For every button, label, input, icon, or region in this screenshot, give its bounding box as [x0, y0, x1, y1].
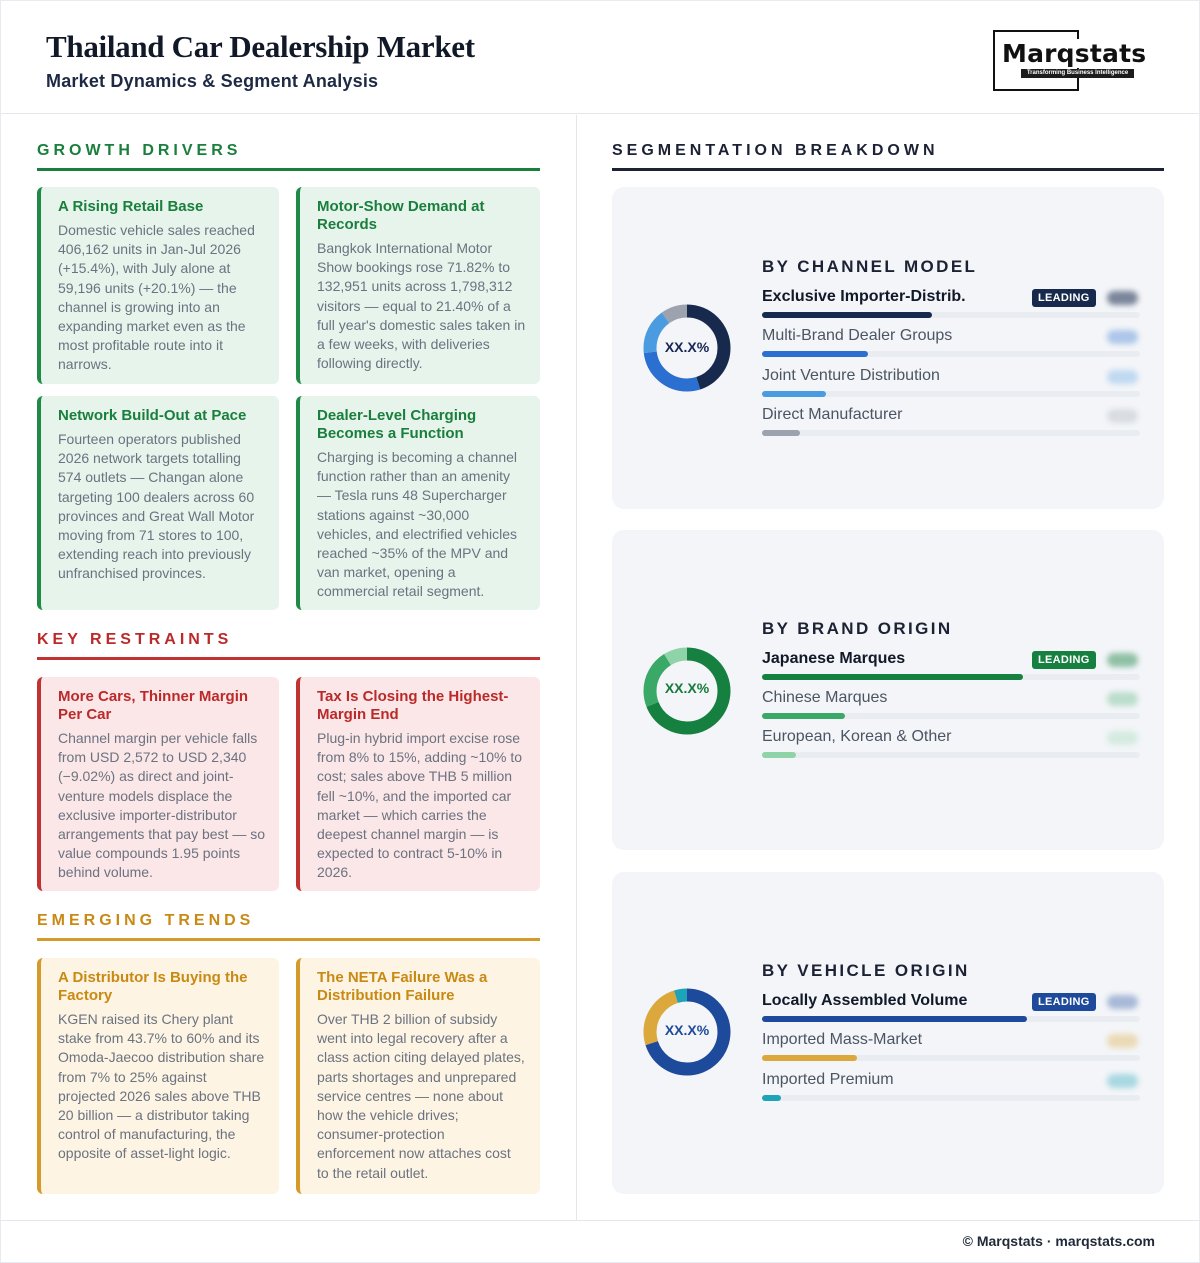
blurred-value — [1107, 1074, 1138, 1088]
segment-name: Joint Venture Distribution — [762, 367, 940, 384]
segmentation-heading: SEGMENTATION BREAKDOWN — [612, 142, 939, 159]
segment-row — [762, 327, 1140, 367]
segment-row — [762, 689, 1140, 729]
leading-badge: LEADING — [1032, 651, 1096, 669]
segment-bar-track — [762, 391, 1140, 397]
blurred-value — [1107, 653, 1138, 667]
page-title: Thailand Car Dealership Market — [46, 29, 475, 64]
report-page — [1, 1, 1199, 1262]
card-title: More Cars, Thinner Margin Per Car — [58, 688, 249, 723]
segment-name: Multi-Brand Dealer Groups — [762, 327, 953, 344]
key-restraints-heading: KEY RESTRAINTS — [37, 631, 233, 648]
card-title: A Distributor Is Buying the Factory — [58, 969, 248, 1004]
segment-bar — [762, 351, 868, 357]
logo: Marqstats — [1002, 39, 1147, 68]
header — [1, 1, 1199, 114]
segment-name: Direct Manufacturer — [762, 406, 903, 423]
segment-bar-track — [762, 1016, 1140, 1022]
segment-bar — [762, 713, 845, 719]
segment-name: European, Korean & Other — [762, 728, 952, 745]
blurred-value — [1107, 291, 1138, 305]
key-restraints-rule — [37, 657, 540, 660]
segment-bar — [762, 1016, 1027, 1022]
driver-card-network — [37, 396, 279, 610]
blurred-value — [1107, 330, 1138, 344]
card-body: KGEN raised its Chery plant stake from 43.7% to 60% and its Omoda-Jaecoo distribution share from 7% to 25% against projected 2026 sales above THB 20 billion — a distributor taking control of manufacturing, the opposite of asset-light logic. — [58, 1011, 265, 1162]
logo-tagline: Transforming Business Intelligence — [1021, 69, 1134, 78]
segment-row — [762, 650, 1140, 690]
channel-panel-title: BY CHANNEL MODEL — [762, 257, 978, 276]
vehicle-panel-title: BY VEHICLE ORIGIN — [762, 961, 970, 980]
segment-bar — [762, 312, 932, 318]
segment-bar — [762, 1055, 857, 1061]
card-body: Charging is becoming a channel function rather than an amenity — Tesla runs 48 Supercharger stations against ~30,000 vehicles, and electrified vehicles reached ~35% of the MPV and van market, opening a commercial retail segment. — [317, 449, 518, 600]
card-title: Dealer-Level Charging Becomes a Function — [317, 407, 477, 442]
segmentation-rule — [612, 168, 1164, 171]
driver-card-retail-base — [37, 187, 279, 384]
blurred-value — [1107, 370, 1138, 384]
emerging-trends-rule — [37, 938, 540, 941]
card-title: A Rising Retail Base — [58, 198, 204, 215]
growth-drivers-rule — [37, 168, 540, 171]
page-subtitle: Market Dynamics & Segment Analysis — [46, 71, 379, 91]
card-body: Plug-in hybrid import excise rose from 8% to 15%, adding ~10% to cost; sales above THB 5 million fell ~10%, and the imported car market — which carries the deepest channel margin — is expected to contract 5-10% in 2026. — [317, 730, 523, 881]
trend-card-neta — [296, 958, 540, 1194]
restraint-card-tax — [296, 677, 540, 891]
blurred-value — [1107, 731, 1138, 745]
blurred-value — [1107, 692, 1138, 706]
card-title: The NETA Failure Was a Distribution Failure — [317, 969, 488, 1004]
driver-card-charging — [296, 396, 540, 610]
segment-row — [762, 406, 1140, 446]
card-title: Tax Is Closing the Highest-Margin End — [317, 688, 509, 723]
blurred-value — [1107, 1034, 1138, 1048]
card-title: Network Build-Out at Pace — [58, 407, 247, 424]
leading-badge: LEADING — [1032, 993, 1096, 1011]
segment-bar-track — [762, 351, 1140, 357]
segment-bar-track — [762, 713, 1140, 719]
segment-panel-vehicle-origin — [612, 872, 1164, 1194]
channel-donut-label: XX.X% — [664, 339, 710, 355]
restraint-card-margin — [37, 677, 279, 891]
segment-panel-channel-model — [612, 187, 1164, 509]
segment-bar-track — [762, 1055, 1140, 1061]
card-body: Over THB 2 billion of subsidy went into legal recovery after a class action citing delayed plates, parts shortages and unprepared service centres — none about how the vehicle drives; consumer-protection enforcement now attaches cost to the retail outlet. — [317, 1011, 525, 1181]
segment-bar — [762, 1095, 781, 1101]
segment-row — [762, 728, 1140, 768]
segment-bar — [762, 674, 1023, 680]
column-divider — [576, 115, 577, 1221]
segment-row — [762, 1071, 1140, 1111]
card-title: Motor-Show Demand at Records — [317, 198, 485, 233]
brand-panel-title: BY BRAND ORIGIN — [762, 619, 953, 638]
emerging-trends-heading: EMERGING TRENDS — [37, 912, 255, 929]
blurred-value — [1107, 409, 1138, 423]
card-body: Channel margin per vehicle falls from USD 2,572 to USD 2,340 (−9.02%) as direct and joint-venture models displace the exclusive importer-distributor arrangements that pay best — so value compounds 1.95 points behind volume. — [58, 730, 265, 881]
segment-bar-track — [762, 1095, 1140, 1101]
segment-name: Exclusive Importer-Distrib. — [762, 288, 966, 305]
segment-name: Chinese Marques — [762, 689, 888, 706]
segment-bar-track — [762, 430, 1140, 436]
segment-bar — [762, 430, 800, 436]
blurred-value — [1107, 995, 1138, 1009]
card-body: Domestic vehicle sales reached 406,162 units in Jan-Jul 2026 (+15.4%), with July alone at 59,196 units (+20.1%) — the channel is growing into an expanding market even as the most profitable route into it narrows. — [58, 222, 255, 373]
footer-divider — [1, 1220, 1199, 1221]
segment-bar-track — [762, 752, 1140, 758]
card-body: Bangkok International Motor Show bookings rose 71.82% to 132,951 units across 1,798,312 visitors — equal to 21.40% of a full year's domestic sales taken in a few weeks, with deliveries following directly. — [317, 240, 526, 372]
segment-bar-track — [762, 312, 1140, 318]
vehicle-donut-label: XX.X% — [664, 1022, 710, 1038]
growth-drivers-heading: GROWTH DRIVERS — [37, 142, 242, 159]
segment-row — [762, 1031, 1140, 1071]
segment-bar-track — [762, 674, 1140, 680]
segment-name: Imported Premium — [762, 1071, 894, 1088]
segment-name: Imported Mass-Market — [762, 1031, 923, 1048]
trend-card-distributor — [37, 958, 279, 1194]
segment-name: Japanese Marques — [762, 650, 906, 667]
segment-bar — [762, 391, 826, 397]
brand-donut-label: XX.X% — [664, 680, 710, 696]
card-body: Fourteen operators published 2026 network targets totalling 574 outlets — Changan alone targeting 100 dealers across 60 provinces and Great Wall Motor moving from 71 stores to 100, extending reach into previously unfranchised provinces. — [58, 431, 255, 582]
segment-bar — [762, 752, 796, 758]
footer-credit: © Marqstats · marqstats.com — [962, 1233, 1155, 1249]
driver-card-motor-show — [296, 187, 540, 384]
segment-row — [762, 288, 1140, 328]
segment-panel-brand-origin — [612, 530, 1164, 850]
segment-row — [762, 992, 1140, 1032]
segment-name: Locally Assembled Volume — [762, 992, 968, 1009]
segment-row — [762, 367, 1140, 407]
leading-badge: LEADING — [1032, 289, 1096, 307]
